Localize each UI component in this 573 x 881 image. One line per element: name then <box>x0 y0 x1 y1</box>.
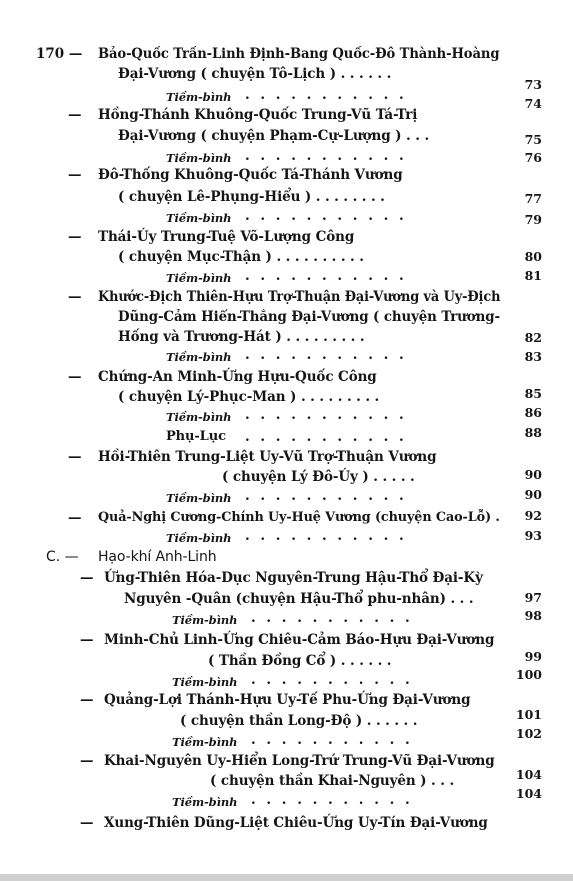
subentry-label: Tiềm-bình <box>172 675 238 689</box>
subentry-label: Tiềm-bình <box>166 491 232 505</box>
section-marker: C. — <box>46 549 79 565</box>
entry-title-cont: Nguyên -Quân (chuyện Hậu-Thổ phu-nhân) . . . <box>124 591 474 607</box>
entry-title-cont: ( chuyện thần Long-Độ ) . . . . . . <box>180 713 418 729</box>
page-number: 90 <box>524 467 542 482</box>
entry-title: Quả-Nghị Cương-Chính Uy-Huệ Vương (chuyện Cao-Lỗ) . <box>98 510 500 525</box>
page-number: 101 <box>515 707 542 722</box>
entry-title-cont: ( Thần Đồng Cổ ) . . . . . . <box>208 653 392 669</box>
page-number: 76 <box>524 150 542 165</box>
entry-title-cont: Đại-Vương ( chuyện Tô-Lịch ) . . . . . . <box>118 66 392 82</box>
entry-dash: — <box>80 692 94 708</box>
leader-dots: . . . . . . . . . . . <box>251 732 413 748</box>
page-number: 92 <box>524 508 542 523</box>
entry-title: Khai-Nguyên Uy-Hiển Long-Trứ Trung-Vũ Đại-Vương <box>104 753 495 769</box>
subentry-label: Tiềm-bình <box>166 211 232 225</box>
page-number: 88 <box>524 425 542 440</box>
entry-title: Đô-Thống Khuông-Quốc Tá-Thánh Vương <box>98 167 403 183</box>
leader-dots: . . . . . . . . . . . <box>245 407 407 423</box>
entry-title-cont: ( chuyện Mục-Thận ) . . . . . . . . . . <box>118 249 364 265</box>
entry-title: Quảng-Lợi Thánh-Hựu Uy-Tế Phu-Ứng Đại-Vương <box>104 692 471 708</box>
subentry-label: Tiềm-bình <box>166 90 232 104</box>
page-number: 74 <box>524 96 542 111</box>
page-number: 85 <box>524 386 542 401</box>
entry-title-cont: ( chuyện Lê-Phụng-Hiểu ) . . . . . . . . <box>118 189 385 205</box>
entry-title: Xung-Thiên Dũng-Liệt Chiêu-Ứng Uy-Tín Đại-Vương <box>104 815 488 831</box>
entry-title: Thái-Úy Trung-Tuệ Võ-Lượng Công <box>98 229 355 245</box>
leader-dots: . . . . . . . . . . . <box>245 347 407 363</box>
entry-title: Hồi-Thiên Trung-Liệt Uy-Vũ Trợ-Thuận Vương <box>98 449 437 465</box>
appendix-label: Phụ-Lục <box>166 429 226 444</box>
leader-dots: . . . . . . . . . . . <box>251 672 413 688</box>
entry-dash: — <box>68 510 82 526</box>
leader-dots: . . . . . . . . . . . <box>251 610 413 626</box>
page-number: 104 <box>515 786 542 801</box>
subentry-label: Tiềm-bình <box>166 531 232 545</box>
entry-title-cont: Dũng-Cảm Hiển-Thắng Đại-Vương ( chuyện Trương- <box>118 309 500 325</box>
entry-title: Khước-Địch Thiên-Hựu Trợ-Thuận Đại-Vương và Uy-Địch <box>98 289 501 305</box>
entry-title-cont: Hống và Trương-Hát ) . . . . . . . . . <box>118 329 365 345</box>
leader-dots: . . . . . . . . . . . <box>245 528 407 544</box>
page-number: 81 <box>524 268 542 283</box>
leader-dots: . . . . . . . . . . . <box>251 792 413 808</box>
page-edge <box>0 874 573 881</box>
entry-title-cont: ( chuyện Lý Đô-Úy ) . . . . . <box>222 469 415 485</box>
entry-title: Minh-Chủ Linh-Ứng Chiêu-Cảm Báo-Hựu Đại-Vương <box>104 632 495 648</box>
subentry-label: Tiềm-bình <box>166 271 232 285</box>
entry-title: Chứng-An Minh-Ứng Hựu-Quốc Công <box>98 369 377 385</box>
entry-dash: — <box>80 632 94 648</box>
entry-number: 170 — <box>36 46 83 62</box>
page-number: 99 <box>524 649 542 664</box>
leader-dots: . . . . . . . . . . . <box>245 268 407 284</box>
subentry-label: Tiềm-bình <box>166 350 232 364</box>
subentry-label: Tiềm-bình <box>172 795 238 809</box>
page-number: 97 <box>524 590 542 605</box>
page-number: 79 <box>524 212 542 227</box>
page-number: 82 <box>524 330 542 345</box>
entry-dash: — <box>68 369 82 385</box>
page-number: 90 <box>524 487 542 502</box>
page-number: 77 <box>524 191 542 206</box>
entry-title: Hồng-Thánh Khuông-Quốc Trung-Vũ Tá-Trị <box>98 107 418 123</box>
entry-title: Bảo-Quốc Trấn-Linh Định-Bang Quốc-Đô Thành-Hoàng <box>98 46 500 62</box>
leader-dots: . . . . . . . . . . . <box>245 488 407 504</box>
entry-title-cont: Đại-Vương ( chuyện Phạm-Cự-Lượng ) . . . <box>118 128 430 144</box>
page-number: 104 <box>515 767 542 782</box>
leader-dots: . . . . . . . . . . . <box>245 148 407 164</box>
subentry-label: Tiềm-bình <box>172 613 238 627</box>
entry-title-cont: ( chuyện thần Khai-Nguyên ) . . . <box>210 773 455 789</box>
page-number: 73 <box>524 77 542 92</box>
page-number: 86 <box>524 405 542 420</box>
subentry-label: Tiềm-bình <box>166 151 232 165</box>
leader-dots: . . . . . . . . . . . <box>245 429 407 445</box>
entry-title-cont: ( chuyện Lý-Phục-Man ) . . . . . . . . . <box>118 389 380 405</box>
entry-dash: — <box>80 815 94 831</box>
entry-dash: — <box>80 570 94 586</box>
section-title: Hạo-khí Anh-Linh <box>98 549 217 565</box>
entry-dash: — <box>68 449 82 465</box>
page-number: 80 <box>524 249 542 264</box>
leader-dots: . . . . . . . . . . . <box>245 87 407 103</box>
entry-dash: — <box>80 753 94 769</box>
page-number: 98 <box>524 608 542 623</box>
subentry-label: Tiềm-bình <box>172 735 238 749</box>
page-number: 102 <box>515 726 542 741</box>
page-number: 75 <box>524 132 542 147</box>
page-number: 83 <box>524 349 542 364</box>
entry-dash: — <box>68 229 82 245</box>
entry-title: Ứng-Thiên Hóa-Dục Nguyên-Trung Hậu-Thổ Đại-Kỳ <box>104 570 483 586</box>
page-number: 93 <box>524 528 542 543</box>
entry-dash: — <box>68 167 82 183</box>
entry-dash: — <box>68 289 82 305</box>
entry-dash: — <box>68 107 82 123</box>
subentry-label: Tiềm-bình <box>166 410 232 424</box>
leader-dots: . . . . . . . . . . . <box>245 208 407 224</box>
page-number: 100 <box>515 667 542 682</box>
